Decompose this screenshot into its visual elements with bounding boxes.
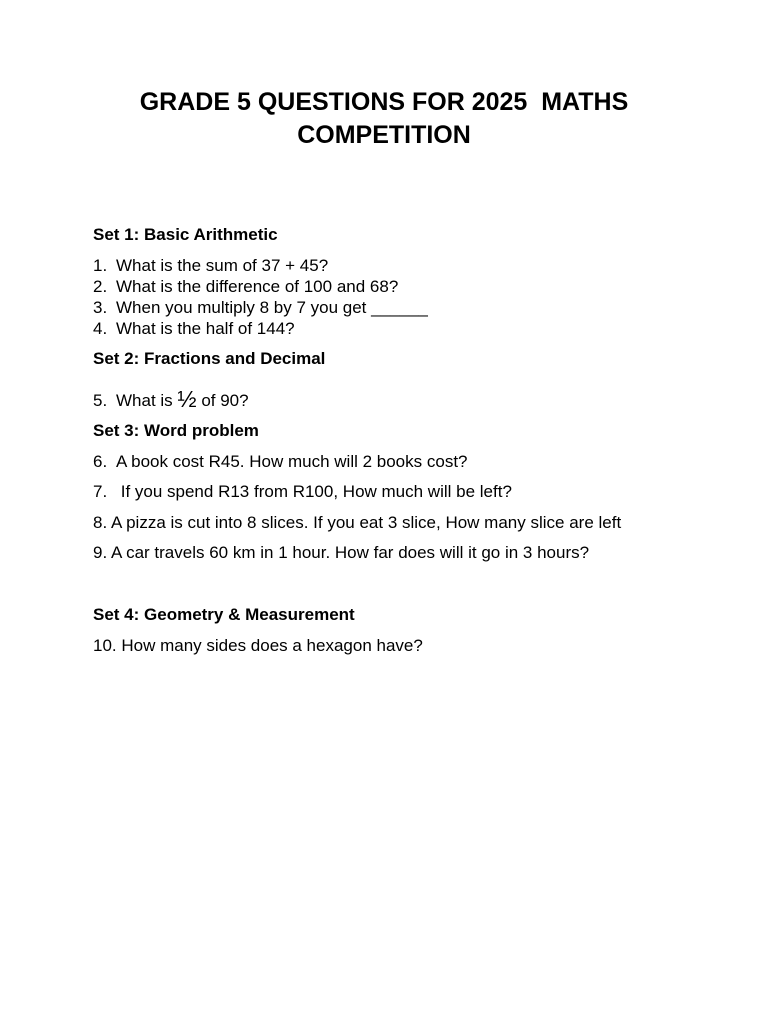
question-3 <box>93 298 428 318</box>
set-1-heading: Set 1: Basic Arithmetic <box>93 225 278 244</box>
question-text: When you multiply 8 by 7 you get ______ <box>116 298 428 317</box>
question-10: 10. How many sides does a hexagon have? <box>93 636 423 655</box>
question-text-before: What is <box>116 391 178 410</box>
question-2 <box>93 277 398 297</box>
set-2-heading: Set 2: Fractions and Decimal <box>93 349 326 368</box>
question-9: 9. A car travels 60 km in 1 hour. How far does will it go in 3 hours? <box>93 543 590 562</box>
question-text: If you spend R13 from R100, How much will be left? <box>116 482 512 501</box>
fraction-half: ½ <box>177 386 197 412</box>
question-text-after: of 90? <box>196 391 249 410</box>
set-3-heading: Set 3: Word problem <box>93 421 259 440</box>
question-text: A book cost R45. How much will 2 books cost? <box>116 452 468 471</box>
set-4-heading: Set 4: Geometry & Measurement <box>93 605 355 624</box>
question-number: 2. <box>93 277 108 296</box>
question-number: 3. <box>93 298 108 317</box>
question-number: 4. <box>93 319 108 338</box>
question-5 <box>93 385 249 412</box>
question-4 <box>93 319 295 339</box>
question-1 <box>93 256 328 276</box>
question-number: 7. <box>93 482 108 501</box>
question-text: What is the half of 144? <box>116 319 295 338</box>
question-7 <box>93 482 512 502</box>
question-8: 8. A pizza is cut into 8 slices. If you eat 3 slice, How many slice are left <box>93 513 622 532</box>
question-number: 5. <box>93 391 108 410</box>
question-text: What is the sum of 37 + 45? <box>116 256 329 275</box>
question-number: 6. <box>93 452 108 471</box>
page-title <box>60 86 708 152</box>
question-6 <box>93 452 468 472</box>
question-number: 1. <box>93 256 108 275</box>
title-line-1: GRADE 5 QUESTIONS FOR 2025 MATHS <box>139 88 629 116</box>
title-line-2: COMPETITION <box>297 121 471 149</box>
question-text: What is the difference of 100 and 68? <box>116 277 399 296</box>
